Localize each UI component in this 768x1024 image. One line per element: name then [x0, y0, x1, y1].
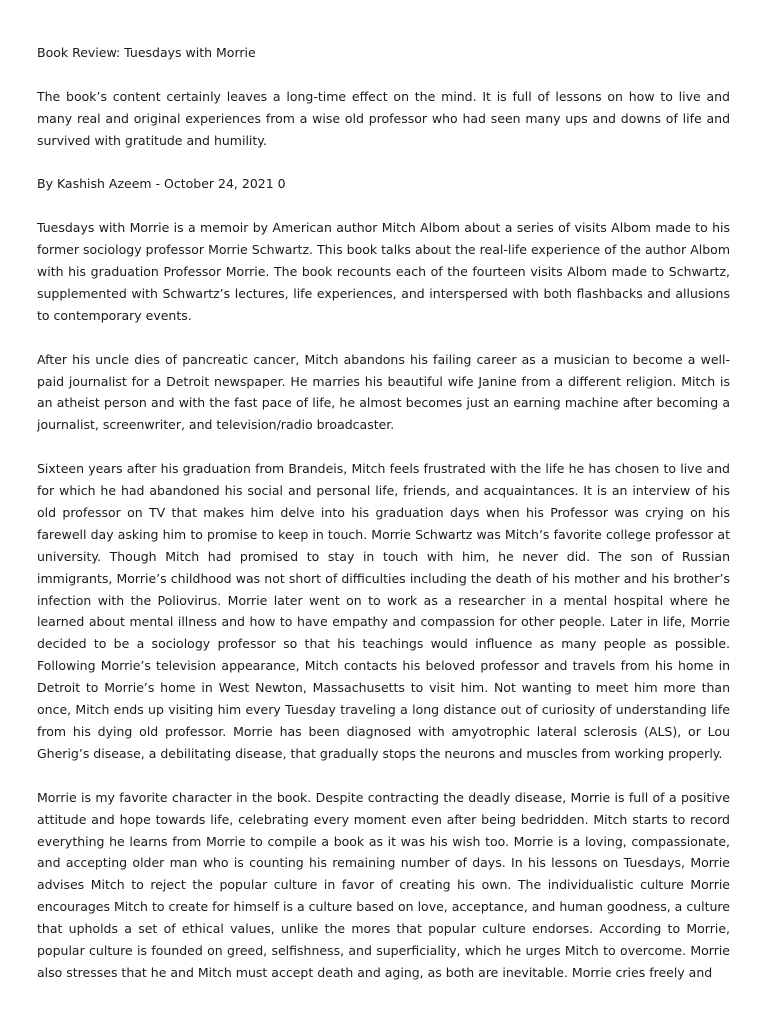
- paragraph-mitch-career: After his uncle dies of pancreatic cancer, Mitch abandons his failing career as a musician to become a well-paid journalist for a Detroit newspaper. He marries his beautiful wife Janine from a different religion. Mitch is an atheist person and with the fast pace of life, he almost becomes just an earning machine after becoming a journalist, screenwriter, and television/radio broadcaster.: [37, 351, 730, 433]
- paragraph-reunion: Sixteen years after his graduation from Brandeis, Mitch feels frustrated with the life he has chosen to live and for which he had abandoned his social and personal life, friends, and acquaintances. It is an interview of his old professor on TV that makes him delve into his graduation days when his Professor was crying on his farewell day asking him to promise to keep in touch. Morrie Schwartz was Mitch’s favorite college professor at university. Though Mitch had promised to stay in touch with him, he never did. The son of Russian immigrants, Morrie’s childhood was not short of difficulties including the death of his mother and his brother’s infection with the Poliovirus. Morrie later went on to work as a researcher in a mental hospital where he learned about mental illness and how to have empathy and compassion for other people. Later in life, Morrie decided to be a sociology professor so that his teachings would influence as many people as possible. Following Morrie’s television appearance, Mitch contacts his beloved professor and travels from his home in Detroit to Morrie’s home in West Newton, Massachusetts to visit him. Not wanting to meet him more than once, Mitch ends up visiting him every Tuesday traveling a long distance out of curiosity of understanding life from his dying old professor. Morrie has been diagnosed with amyotrophic lateral sclerosis (ALS), or Lou Gherig’s disease, a debilitating disease, that gradually stops the neurons and muscles from working properly.: [37, 461, 730, 761]
- article-byline: By Kashish Azeem - October 24, 2021 0: [37, 176, 286, 192]
- article: [37, 42, 730, 1006]
- paragraph-favorite-character: Morrie is my favorite character in the book. Despite contracting the deadly disease, Morrie is full of a positive attitude and hope towards life, celebrating every moment even after being bedridden. Mitch starts to record everything he learns from Morrie to compile a book as it was his wish too. Morrie is a loving, compassionate, and accepting older man who is counting his remaining number of days. In his lessons on Tuesdays, Morrie advises Mitch to reject the popular culture in favor of creating his own. The individualistic culture Morrie encourages Mitch to create for himself is a culture based on love, acceptance, and human goodness, a culture that upholds a set of ethical values, unlike the mores that popular culture endorses. According to Morrie, popular culture is founded on greed, selfishness, and superficiality, which he urges Mitch to overcome. Morrie also stresses that he and Mitch must accept death and aging, as both are inevitable. Morrie cries freely and: [37, 789, 730, 980]
- article-intro: The book’s content certainly leaves a long-time effect on the mind. It is full of lessons on how to live and many real and original experiences from a wise old professor who had seen many ups and downs of life and survived with gratitude and humility.: [37, 88, 730, 148]
- article-title: Book Review: Tuesdays with Morrie: [37, 45, 256, 60]
- paragraph-memoir-summary: Tuesdays with Morrie is a memoir by American author Mitch Albom about a series of visits Albom made to his former sociology professor Morrie Schwartz. This book talks about the real-life experience of the author Albom with his graduation Professor Morrie. The book recounts each of the fourteen visits Albom made to Schwartz, supplemented with Schwartz’s lectures, life experiences, and interspersed with both flashbacks and allusions to contemporary events.: [37, 220, 730, 323]
